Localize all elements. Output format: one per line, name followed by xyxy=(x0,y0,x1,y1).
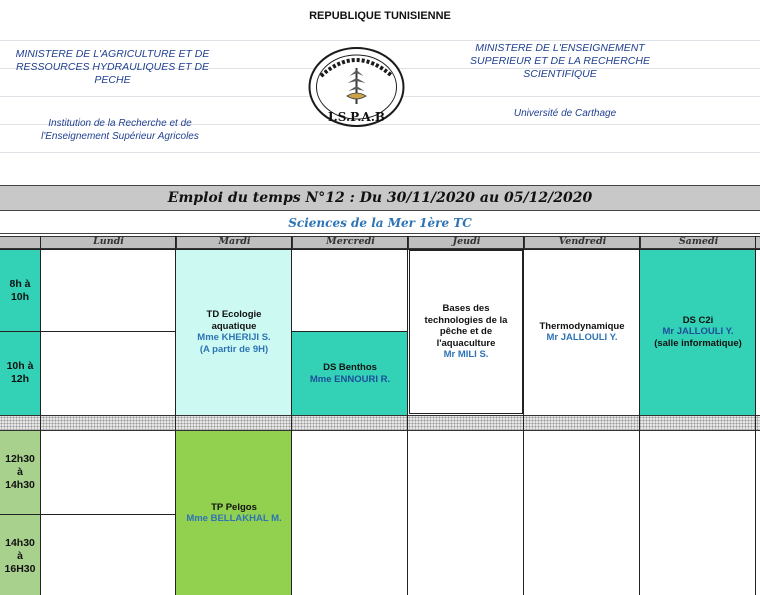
left-ministry-line: PECHE xyxy=(94,74,131,86)
time-line: 16H30 xyxy=(4,563,36,575)
session-mardi-am xyxy=(176,249,292,415)
left-institution xyxy=(0,117,240,143)
grid-line xyxy=(0,331,176,332)
country-title: REPUBLIQUE TUNISIENNE xyxy=(309,10,451,22)
session-title-line: Thermodynamique xyxy=(539,320,625,332)
session-vendredi-am xyxy=(524,249,640,415)
ispab-logo xyxy=(307,46,406,128)
session-title-line: aquatique xyxy=(211,320,257,332)
day-header-samedi: Samedi xyxy=(640,236,756,249)
session-teacher: Mme KHERIJI S. xyxy=(197,332,271,343)
grid-line xyxy=(407,236,408,595)
grid-line xyxy=(639,236,640,595)
time-slot-1 xyxy=(0,266,40,316)
day-header-vendredi: Vendredi xyxy=(524,236,640,249)
left-institution-line: Institution de la Recherche et de xyxy=(48,118,192,129)
session-title-line: DS C2i xyxy=(682,314,714,326)
lunch-separator xyxy=(0,415,760,431)
session-mardi-pm xyxy=(176,431,292,595)
left-ministry xyxy=(0,48,225,87)
session-jeudi-am xyxy=(409,250,523,414)
session-teacher: Mr JALLOULI Y. xyxy=(546,332,618,343)
session-samedi-am xyxy=(640,249,756,415)
grid-line xyxy=(292,331,408,332)
right-ministry xyxy=(440,42,680,81)
schedule-subtitle: Sciences de la Mer 1ère TC xyxy=(0,212,760,234)
session-title-line: technologies de la xyxy=(424,314,508,326)
time-line: 12h30 xyxy=(5,453,35,465)
session-note: (A partir de 9H) xyxy=(199,343,269,355)
time-line: 14h30 xyxy=(5,537,35,549)
session-title-line: TP Pelgos xyxy=(211,501,257,513)
day-header-jeudi: Jeudi xyxy=(408,236,524,249)
left-institution-line: l'Enseignement Supérieur Agricoles xyxy=(41,131,199,142)
logo-text: I.S.P.A.B xyxy=(327,110,386,124)
time-slot-3 xyxy=(0,445,40,500)
schedule-title: Emploi du temps N°12 : Du 30/11/2020 au 05/12/2020 xyxy=(0,185,760,211)
day-header-mercredi: Mercredi xyxy=(292,236,408,249)
session-note: (salle informatique) xyxy=(654,337,742,349)
time-line: à xyxy=(17,550,23,562)
session-mercredi-am xyxy=(292,332,408,415)
time-line: 10h xyxy=(10,291,30,303)
right-university: Université de Carthage xyxy=(513,108,617,119)
grid-line xyxy=(755,236,756,595)
time-slot-2 xyxy=(0,348,40,398)
grid-line xyxy=(40,236,41,595)
grid-line xyxy=(0,249,760,250)
session-title-line: DS Benthos xyxy=(323,362,377,373)
time-line: 8h à xyxy=(9,278,31,290)
time-line: 12h xyxy=(10,373,30,385)
right-ministry-line: SCIENTIFIQUE xyxy=(523,68,597,80)
left-ministry-line: RESSOURCES HYDRAULIQUES ET DE xyxy=(15,61,210,73)
left-ministry-line: MINISTERE DE L'AGRICULTURE ET DE xyxy=(15,48,210,60)
session-title-line: Bases des xyxy=(442,303,490,315)
grid-line xyxy=(0,514,176,515)
session-teacher: Mme ENNOURI R. xyxy=(309,373,391,385)
grid-line xyxy=(175,236,176,595)
day-header-lundi: Lundi xyxy=(40,236,176,249)
time-line: 14h30 xyxy=(5,479,35,491)
time-line: à xyxy=(17,466,23,478)
time-line: 10h à xyxy=(6,360,34,372)
session-title-line: l'aquaculture xyxy=(436,337,496,349)
time-slot-4 xyxy=(0,529,40,584)
session-teacher: Mr MILI S. xyxy=(443,349,489,361)
grid-line xyxy=(291,236,292,595)
session-teacher: Mr JALLOULI Y. xyxy=(662,326,734,338)
session-title-line: TD Ecologie xyxy=(206,309,262,320)
grid-line xyxy=(523,236,524,595)
session-title-line: pêche et de xyxy=(439,326,493,338)
day-header-mardi: Mardi xyxy=(176,236,292,249)
session-teacher: Mme BELLAKHAL M. xyxy=(186,513,282,524)
right-ministry-line: MINISTERE DE L'ENSEIGNEMENT xyxy=(475,42,645,54)
right-ministry-line: SUPERIEUR ET DE LA RECHERCHE xyxy=(470,55,650,67)
